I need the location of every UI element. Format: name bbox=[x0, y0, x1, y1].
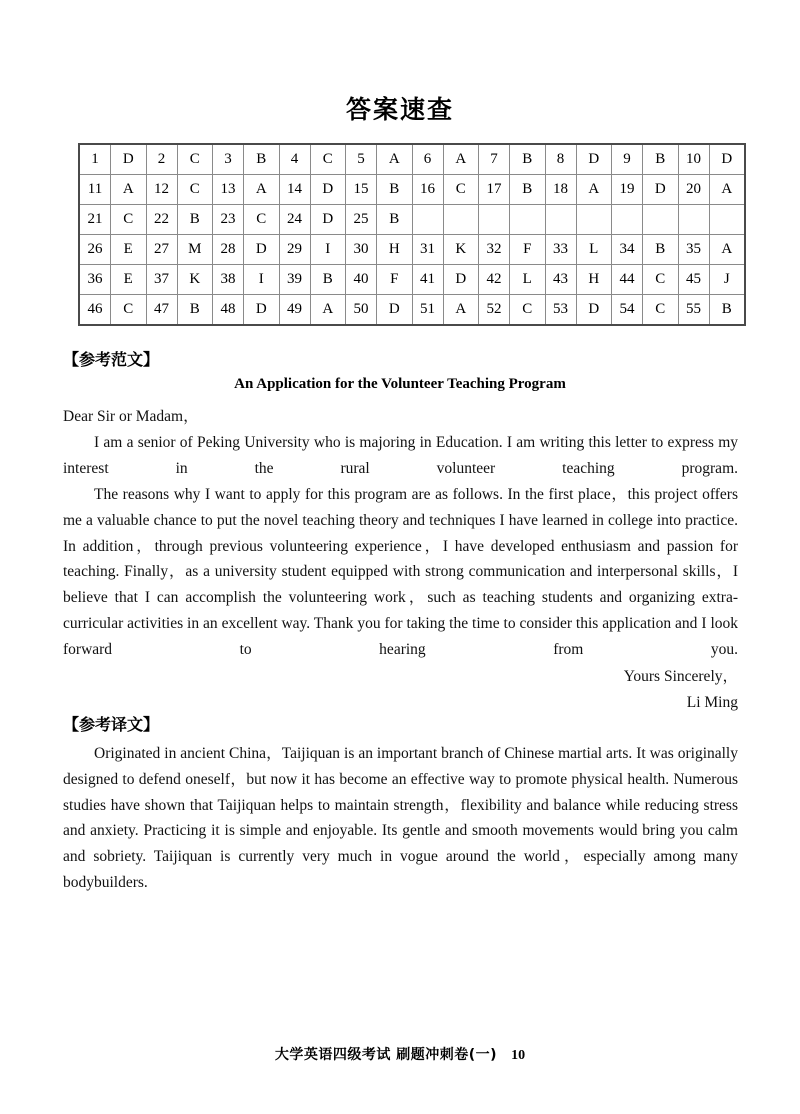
answer-letter-cell: A bbox=[377, 144, 413, 175]
question-number-cell: 16 bbox=[412, 175, 443, 205]
answer-letter-cell: B bbox=[510, 175, 546, 205]
question-number-cell: 23 bbox=[213, 205, 244, 235]
answer-letter-cell: C bbox=[310, 144, 346, 175]
answer-letter-cell: C bbox=[510, 295, 546, 326]
question-number-cell: 37 bbox=[146, 265, 177, 295]
question-number-cell: 46 bbox=[79, 295, 111, 326]
answer-letter-cell: M bbox=[177, 235, 213, 265]
answer-letter-cell: D bbox=[310, 205, 346, 235]
answer-letter-cell: B bbox=[643, 144, 679, 175]
answer-letter-cell: C bbox=[643, 295, 679, 326]
answer-letter-cell: J bbox=[709, 265, 745, 295]
answer-key-table-container bbox=[78, 143, 733, 326]
answer-cell-empty bbox=[678, 205, 709, 235]
question-number-cell: 42 bbox=[479, 265, 510, 295]
answer-cell-empty bbox=[576, 205, 612, 235]
answer-letter-cell: B bbox=[643, 235, 679, 265]
question-number-cell: 29 bbox=[279, 235, 310, 265]
answer-letter-cell: K bbox=[443, 235, 479, 265]
question-number-cell: 3 bbox=[213, 144, 244, 175]
answer-cell-empty bbox=[643, 205, 679, 235]
question-number-cell: 43 bbox=[545, 265, 576, 295]
question-number-cell: 28 bbox=[213, 235, 244, 265]
question-number-cell: 54 bbox=[612, 295, 643, 326]
question-number-cell: 1 bbox=[79, 144, 111, 175]
question-number-cell: 50 bbox=[346, 295, 377, 326]
question-number-cell: 26 bbox=[79, 235, 111, 265]
question-number-cell: 33 bbox=[545, 235, 576, 265]
question-number-cell: 11 bbox=[79, 175, 111, 205]
answer-letter-cell: D bbox=[643, 175, 679, 205]
answer-letter-cell: I bbox=[310, 235, 346, 265]
question-number-cell: 41 bbox=[412, 265, 443, 295]
answer-letter-cell: B bbox=[177, 205, 213, 235]
answer-cell-empty bbox=[412, 205, 443, 235]
question-number-cell: 6 bbox=[412, 144, 443, 175]
answer-letter-cell: E bbox=[111, 235, 147, 265]
essay-closing: Yours Sincerely， bbox=[623, 668, 738, 685]
answer-letter-cell: F bbox=[510, 235, 546, 265]
answer-letter-cell: D bbox=[709, 144, 745, 175]
table-row bbox=[79, 295, 745, 326]
answer-letter-cell: D bbox=[377, 295, 413, 326]
essay-paragraph-1: I am a senior of Peking University who is majoring in Education. I am writing this letter to express my interest in the rural volunteer teaching program. bbox=[63, 434, 738, 477]
table-row bbox=[79, 235, 745, 265]
table-row bbox=[79, 144, 745, 175]
answer-letter-cell: E bbox=[111, 265, 147, 295]
answer-letter-cell: A bbox=[244, 175, 280, 205]
answer-letter-cell: B bbox=[177, 295, 213, 326]
question-number-cell: 13 bbox=[213, 175, 244, 205]
answer-cell-empty bbox=[612, 205, 643, 235]
question-number-cell: 14 bbox=[279, 175, 310, 205]
question-number-cell: 21 bbox=[79, 205, 111, 235]
answer-letter-cell: B bbox=[377, 205, 413, 235]
essay-salutation: Dear Sir or Madam， bbox=[63, 408, 199, 425]
question-number-cell: 44 bbox=[612, 265, 643, 295]
answer-cell-empty bbox=[545, 205, 576, 235]
question-number-cell: 20 bbox=[678, 175, 709, 205]
essay-signature: Li Ming bbox=[686, 694, 738, 711]
footer-page-number: 10 bbox=[511, 1048, 526, 1063]
question-number-cell: 18 bbox=[545, 175, 576, 205]
answer-key-table bbox=[78, 143, 746, 326]
question-number-cell: 47 bbox=[146, 295, 177, 326]
answer-letter-cell: D bbox=[244, 235, 280, 265]
question-number-cell: 55 bbox=[678, 295, 709, 326]
question-number-cell: 36 bbox=[79, 265, 111, 295]
answer-letter-cell: A bbox=[111, 175, 147, 205]
question-number-cell: 10 bbox=[678, 144, 709, 175]
question-number-cell: 8 bbox=[545, 144, 576, 175]
question-number-cell: 51 bbox=[412, 295, 443, 326]
question-number-cell: 9 bbox=[612, 144, 643, 175]
question-number-cell: 15 bbox=[346, 175, 377, 205]
answer-letter-cell: C bbox=[443, 175, 479, 205]
translation-paragraph-1: Originated in ancient China，Taijiquan is an important branch of Chinese martial arts. It was originally designed to defend oneself，but now it has become an effective way to promote physical health. Numerous studies have shown that Taijiquan helps to maintain strength，flexibility and balance while reducing stress and anxiety. Practicing it is simple and enjoyable. Its gentle and smooth movements would bring you calm and sobriety. Taijiquan is currently very much in vogue around the world，especially among many bodybuilders. bbox=[63, 745, 738, 891]
question-number-cell: 34 bbox=[612, 235, 643, 265]
question-number-cell: 4 bbox=[279, 144, 310, 175]
question-number-cell: 5 bbox=[346, 144, 377, 175]
question-number-cell: 30 bbox=[346, 235, 377, 265]
answer-letter-cell: C bbox=[177, 144, 213, 175]
question-number-cell: 12 bbox=[146, 175, 177, 205]
answer-letter-cell: A bbox=[310, 295, 346, 326]
answer-letter-cell: D bbox=[310, 175, 346, 205]
question-number-cell: 25 bbox=[346, 205, 377, 235]
table-row bbox=[79, 205, 745, 235]
question-number-cell: 31 bbox=[412, 235, 443, 265]
question-number-cell: 53 bbox=[545, 295, 576, 326]
answer-letter-cell: C bbox=[111, 205, 147, 235]
answer-letter-cell: A bbox=[709, 175, 745, 205]
question-number-cell: 40 bbox=[346, 265, 377, 295]
answer-letter-cell: A bbox=[709, 235, 745, 265]
question-number-cell: 2 bbox=[146, 144, 177, 175]
question-number-cell: 17 bbox=[479, 175, 510, 205]
answer-letter-cell: A bbox=[443, 144, 479, 175]
question-number-cell: 38 bbox=[213, 265, 244, 295]
question-number-cell: 52 bbox=[479, 295, 510, 326]
answer-letter-cell: C bbox=[177, 175, 213, 205]
answer-letter-cell: B bbox=[244, 144, 280, 175]
answer-letter-cell: H bbox=[377, 235, 413, 265]
answer-letter-cell: D bbox=[111, 144, 147, 175]
answer-letter-cell: B bbox=[510, 144, 546, 175]
answer-letter-cell: A bbox=[443, 295, 479, 326]
answer-letter-cell: A bbox=[576, 175, 612, 205]
answer-letter-cell: B bbox=[310, 265, 346, 295]
question-number-cell: 32 bbox=[479, 235, 510, 265]
answer-letter-cell: B bbox=[377, 175, 413, 205]
answer-letter-cell: L bbox=[576, 235, 612, 265]
answer-letter-cell: L bbox=[510, 265, 546, 295]
question-number-cell: 24 bbox=[279, 205, 310, 235]
footer-label: 大学英语四级考试 刷题冲刺卷(一) bbox=[274, 1047, 498, 1063]
answer-letter-cell: C bbox=[643, 265, 679, 295]
answer-letter-cell: B bbox=[709, 295, 745, 326]
answer-cell-empty bbox=[479, 205, 510, 235]
answer-letter-cell: D bbox=[576, 295, 612, 326]
question-number-cell: 39 bbox=[279, 265, 310, 295]
question-number-cell: 48 bbox=[213, 295, 244, 326]
question-number-cell: 45 bbox=[678, 265, 709, 295]
answer-letter-cell: K bbox=[177, 265, 213, 295]
question-number-cell: 49 bbox=[279, 295, 310, 326]
answer-cell-empty bbox=[510, 205, 546, 235]
page-footer bbox=[0, 1044, 800, 1064]
answer-letter-cell: D bbox=[576, 144, 612, 175]
table-row bbox=[79, 265, 745, 295]
answer-letter-cell: I bbox=[244, 265, 280, 295]
table-row bbox=[79, 175, 745, 205]
answer-letter-cell: D bbox=[244, 295, 280, 326]
page-title: 答案速查 bbox=[345, 95, 454, 124]
section-header-translation: 【参考译文】 bbox=[63, 715, 160, 734]
section-header-model-essay: 【参考范文】 bbox=[63, 350, 160, 369]
question-number-cell: 19 bbox=[612, 175, 643, 205]
question-number-cell: 7 bbox=[479, 144, 510, 175]
answer-letter-cell: H bbox=[576, 265, 612, 295]
answer-cell-empty bbox=[443, 205, 479, 235]
answer-letter-cell: F bbox=[377, 265, 413, 295]
answer-letter-cell: C bbox=[244, 205, 280, 235]
essay-paragraph-2: The reasons why I want to apply for this program are as follows. In the first place，this project offers me a valuable chance to put the novel teaching theory and techniques I have learned in college into practice. In addition，through previous volunteering experience，I have developed enthusiasm and passion for teaching. Finally，as a university student equipped with strong communication and interpersonal skills，I believe that I can accomplish the volunteering work，such as teaching students and organizing extra-curricular activities in an excellent way. Thank you for taking the time to consider this application and I look forward to hearing from you. bbox=[63, 486, 738, 658]
question-number-cell: 27 bbox=[146, 235, 177, 265]
question-number-cell: 35 bbox=[678, 235, 709, 265]
answer-cell-empty bbox=[709, 205, 745, 235]
question-number-cell: 22 bbox=[146, 205, 177, 235]
essay-title: An Application for the Volunteer Teaching Program bbox=[234, 376, 566, 392]
answer-letter-cell: D bbox=[443, 265, 479, 295]
answer-letter-cell: C bbox=[111, 295, 147, 326]
